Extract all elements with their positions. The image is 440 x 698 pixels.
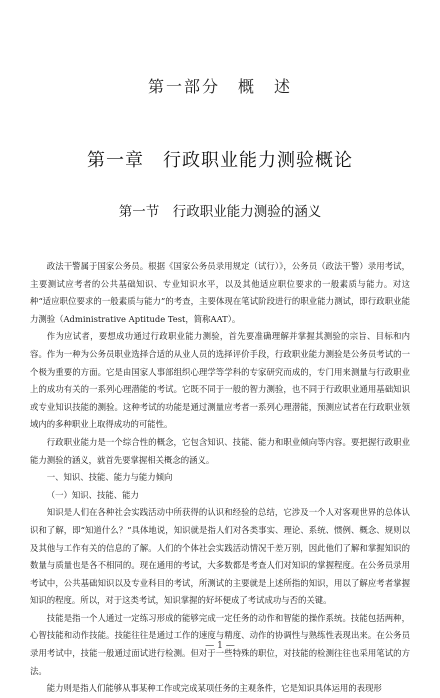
paragraph: 技能是指一个人通过一定练习形成的能够完成一定任务的动作和智能的操作系统。技能包括两种，心智技能和动作技能。技能往往是通过工作的速度与精度、动作的协调性与熟练性表现出来。在公务员录用考试中，技能一般通过面试进行检测。但对于一些特殊的职位，对技能的检测往往也采用笔试的方法。 <box>30 612 410 676</box>
subheading-level-1: 一、知识、技能、能力与能力倾向 <box>46 472 173 483</box>
part-title: 第一部分 概 述 <box>147 77 292 96</box>
body-text <box>30 258 410 698</box>
chapter-title: 第一章 行政职业能力测验概论 <box>87 150 353 171</box>
section-title: 第一节 行政职业能力测验的涵义 <box>118 204 322 220</box>
paragraph: 政法干警属于国家公务员。根据《国家公务员录用规定（试行）》，公务员（政法干警）录用考试，主要测试应考者的公共基础知识、专业知识水平，以及其他适应职位要求的一般素质与能力。对这种“适应职位要求的一般素质与能力”的考查，主要体现在笔试阶段进行的职业能力测试，即行政职业能力测验（Administrative Aptitude Test，简称AAT）。 <box>30 261 410 324</box>
page-number: — 1 — <box>205 641 235 651</box>
paragraph: 知识是人们在各种社会实践活动中所获得的认识和经验的总结，它涉及一个人对客观世界的总体认识和了解，即“知道什么？”具体地说，知识就是指人们对各类事实、理论、系统、惯例、概念、规则以及其他与工作有关的信息的了解。人们的个体社会实践活动情况千差万别，因此他们了解和掌握知识的数量与质量也是各不相同的。现在通用的考试，大多数都是考查人们对知识的掌握程度。在公务员录用考试中，公共基础知识以及专业科目的考试，所测试的主要就是上述所指的知识，用以了解应考者掌握知识的程度。所以，对于这类考试，知识掌握的好坏便成了考试成功与否的关键。 <box>30 507 410 606</box>
subheading-level-2: （一）知识、技能、能力 <box>46 489 139 500</box>
paragraph: 行政职业能力是一个综合性的概念，它包含知识、技能、能力和职业倾向等内容。要把握行政职业能力测验的涵义，就首先要掌握相关概念的涵义。 <box>30 436 410 465</box>
paragraph: 作为应试者，要想成功通过行政职业能力测验，首先要准确理解并掌握其测验的宗旨、目标和内容。作为一种为公务员职业选择合适的从业人员的选择评价手段，行政职业能力测验是公务员考试的一个极为重要的方面。它是由国家人事部组织心理学等学科的专家研究而成的，专门用来测量与行政职业上的成功有关的一系列心理潜能的考试。它既不同于一般的智力测验，也不同于行政职业通用基础知识或专业知识技能的测验。这种考试的功能是通过测量应考者一系列心理潜能，预测应试者在行政职业领域内的多种职业上取得成功的可能性。 <box>30 331 410 430</box>
paragraph: 能力则是指人们能够从事某种工作或完成某项任务的主观条件，它是知识具体运用的表现形 <box>46 683 382 694</box>
